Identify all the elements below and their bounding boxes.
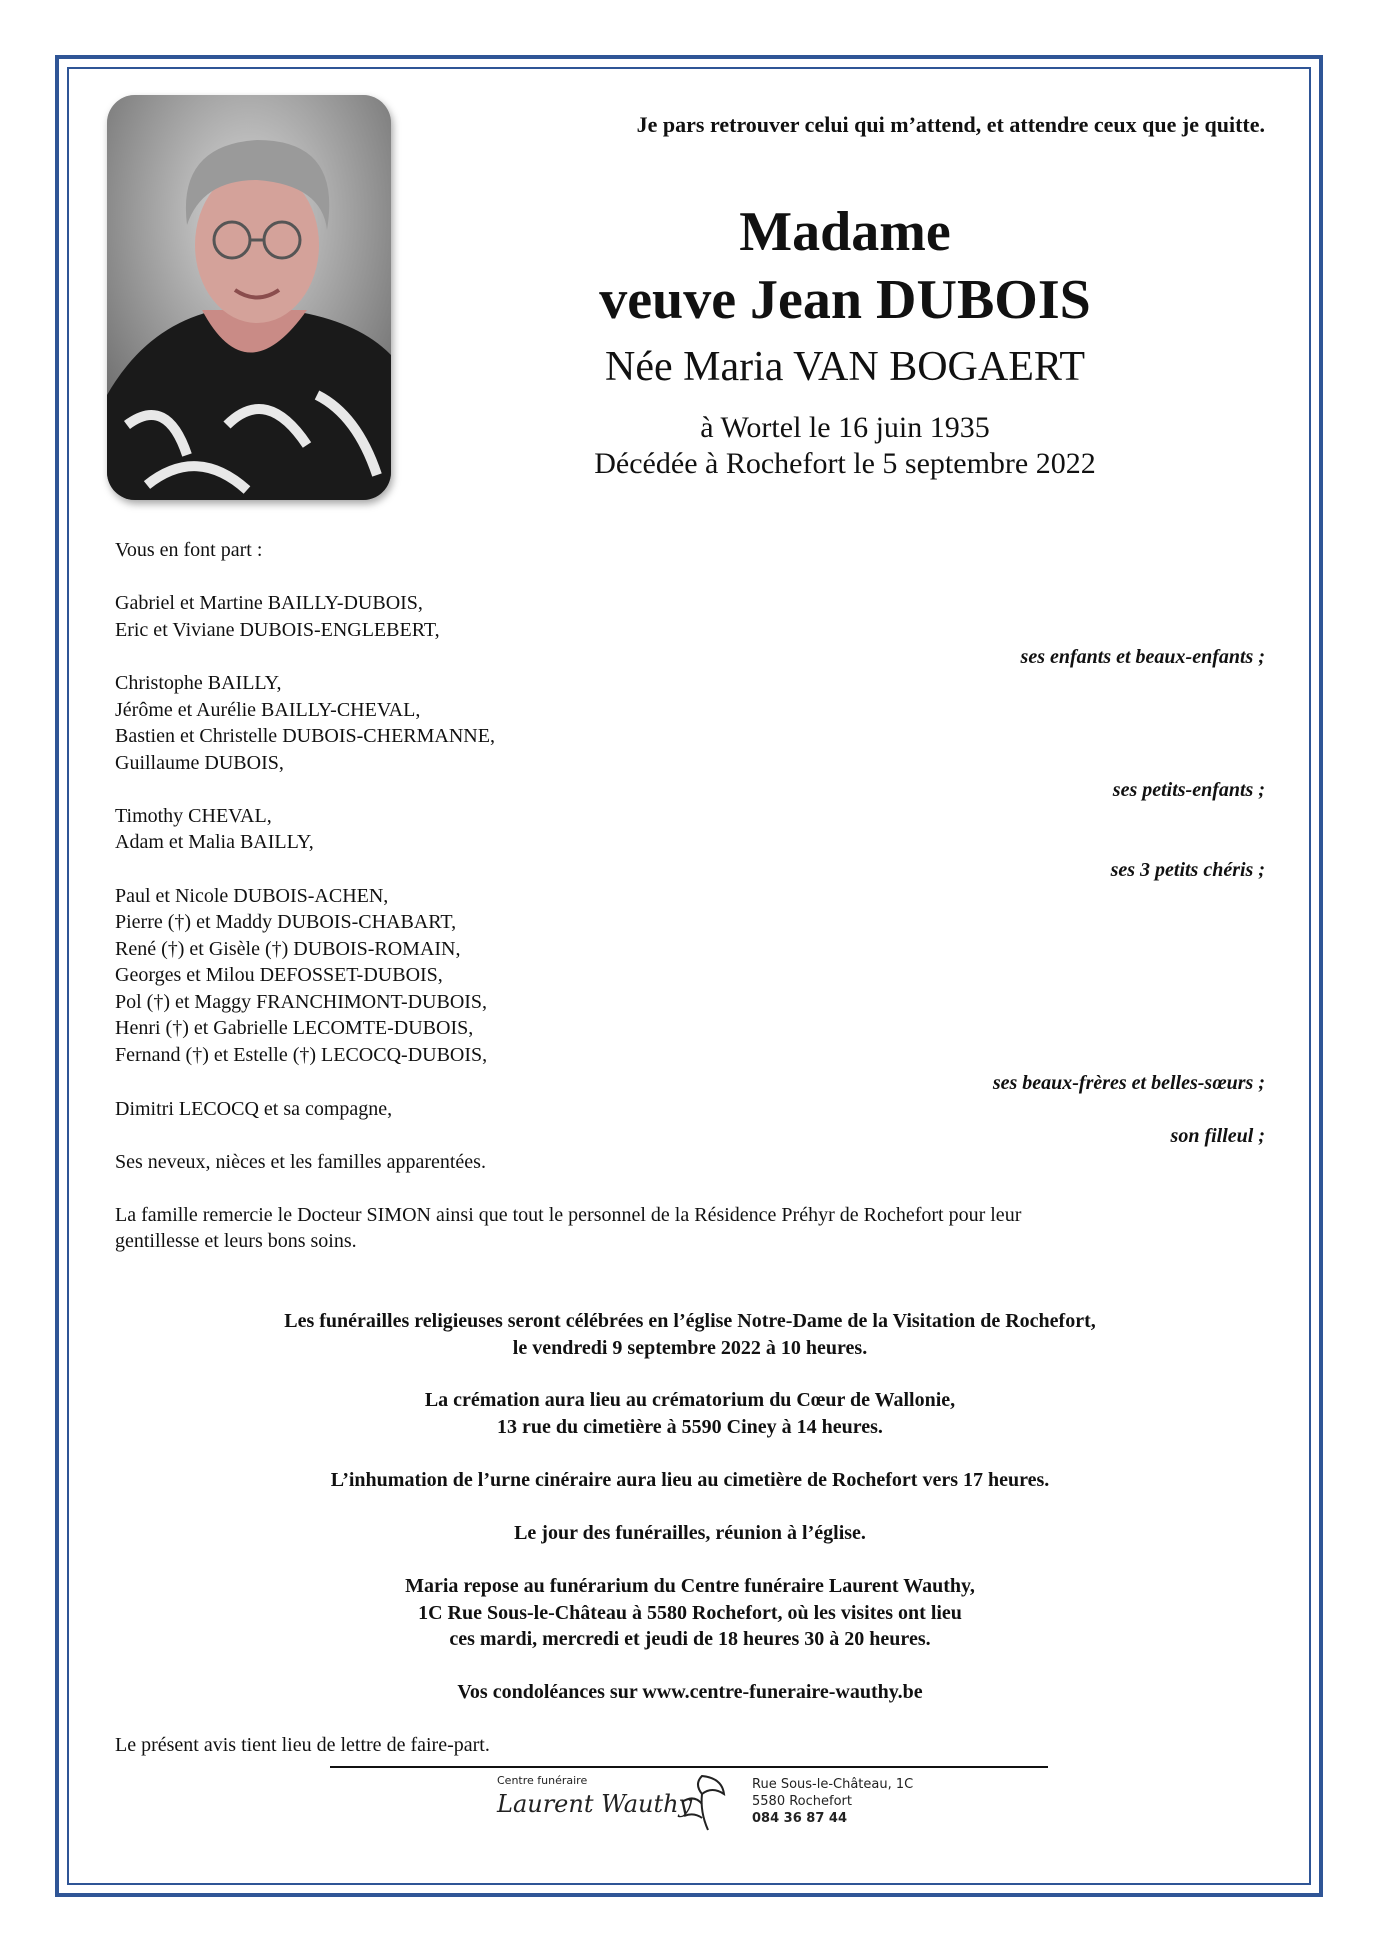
- funerarium-info: [115, 1573, 1265, 1653]
- family-line: Fernand (†) et Estelle (†) LECOCQ-DUBOIS,: [115, 1044, 488, 1066]
- title-line-1: Madame: [739, 201, 951, 263]
- family-line: Ses neveux, nièces et les familles apparentées.: [115, 1151, 486, 1173]
- funeral-home-logo: [497, 1772, 927, 1838]
- family-line: René (†) et Gisèle (†) DUBOIS-ROMAIN,: [115, 938, 461, 960]
- cremation-line: La crémation aura lieu au crématorium du Cœur de Wallonie,: [424, 1389, 956, 1411]
- family-line: Pierre (†) et Maddy DUBOIS-CHABART,: [115, 911, 457, 933]
- relation-label: ses petits-enfants ;: [1112, 779, 1265, 801]
- address-street: Rue Sous-le-Château, 1C: [752, 1777, 914, 1792]
- relation-label: ses beaux-frères et belles-sœurs ;: [992, 1072, 1265, 1094]
- funerarium-line: 1C Rue Sous-le-Château à 5580 Rochefort, où les visites ont lieu: [418, 1601, 962, 1624]
- title-line-2: veuve Jean DUBOIS: [599, 269, 1091, 331]
- logo-caption: Centre funéraire: [497, 1774, 588, 1787]
- lily-icon: [672, 1772, 732, 1834]
- family-line: Adam et Malia BAILLY,: [115, 831, 314, 853]
- phone-number: 084 36 87 44: [752, 1811, 847, 1826]
- address-city: 5580 Rochefort: [752, 1794, 852, 1809]
- family-line: Georges et Milou DEFOSSET-DUBOIS,: [115, 964, 443, 986]
- thanks-line: gentillesse et leurs bons soins.: [115, 1230, 357, 1252]
- footer-divider: [330, 1766, 1048, 1768]
- family-line: Bastien et Christelle DUBOIS-CHERMANNE,: [115, 725, 495, 747]
- family-line: Gabriel et Martine BAILLY-DUBOIS,: [115, 592, 423, 614]
- relation-label: son filleul ;: [1170, 1125, 1265, 1147]
- cremation-line: 13 rue du cimetière à 5590 Ciney à 14 heures.: [497, 1415, 883, 1438]
- funerarium-line: ces mardi, mercredi et jeudi de 18 heures 30 à 20 heures.: [449, 1628, 931, 1650]
- birth-info: à Wortel le 16 juin 1935: [700, 411, 990, 444]
- logo-name: Laurent Wauthy: [497, 1790, 693, 1818]
- relation-label: ses 3 petits chéris ;: [1110, 859, 1265, 881]
- funeral-line: le vendredi 9 septembre 2022 à 10 heures.: [512, 1336, 868, 1359]
- maiden-name: Née Maria VAN BOGAERT: [604, 344, 1086, 390]
- portrait-photo: [107, 95, 391, 500]
- logo-address: [752, 1776, 913, 1827]
- inhumation-info: L’inhumation de l’urne cinéraire aura lieu au cimetière de Rochefort vers 17 heures.: [330, 1469, 1050, 1491]
- funeral-line: Les funérailles religieuses seront célébrées en l’église Notre-Dame de la Visitation de Rochefort,: [284, 1310, 1096, 1332]
- intro-text: Vous en font part :: [115, 539, 263, 561]
- family-line: Eric et Viviane DUBOIS-ENGLEBERT,: [115, 619, 440, 641]
- closing-note: Le présent avis tient lieu de lettre de faire-part.: [115, 1734, 490, 1756]
- funeral-info: [115, 1308, 1265, 1361]
- family-line: Christophe BAILLY,: [115, 672, 282, 694]
- family-line: Timothy CHEVAL,: [115, 805, 272, 827]
- funerarium-line: Maria repose au funérarium du Centre funéraire Laurent Wauthy,: [405, 1575, 975, 1597]
- family-line: Guillaume DUBOIS,: [115, 752, 284, 774]
- epigraph-quote: Je pars retrouver celui qui m’attend, et attendre ceux que je quitte.: [636, 112, 1265, 137]
- family-line: Pol (†) et Maggy FRANCHIMONT-DUBOIS,: [115, 991, 488, 1013]
- relation-label: ses enfants et beaux-enfants ;: [1020, 646, 1265, 668]
- portrait-illustration: [107, 95, 391, 500]
- death-info: Décédée à Rochefort le 5 septembre 2022: [594, 447, 1096, 480]
- family-line: Paul et Nicole DUBOIS-ACHEN,: [115, 885, 389, 907]
- family-line: Henri (†) et Gabrielle LECOMTE-DUBOIS,: [115, 1017, 474, 1039]
- family-line: Dimitri LECOCQ et sa compagne,: [115, 1098, 393, 1120]
- family-line: Jérôme et Aurélie BAILLY-CHEVAL,: [115, 699, 421, 721]
- thanks-line: La famille remercie le Docteur SIMON ainsi que tout le personnel de la Résidence Préhyr de Rochefort pour leur: [115, 1204, 1022, 1226]
- reunion-info: Le jour des funérailles, réunion à l’église.: [514, 1522, 866, 1544]
- condolences-link[interactable]: Vos condoléances sur www.centre-funeraire-wauthy.be: [457, 1681, 923, 1703]
- cremation-info: [115, 1387, 1265, 1440]
